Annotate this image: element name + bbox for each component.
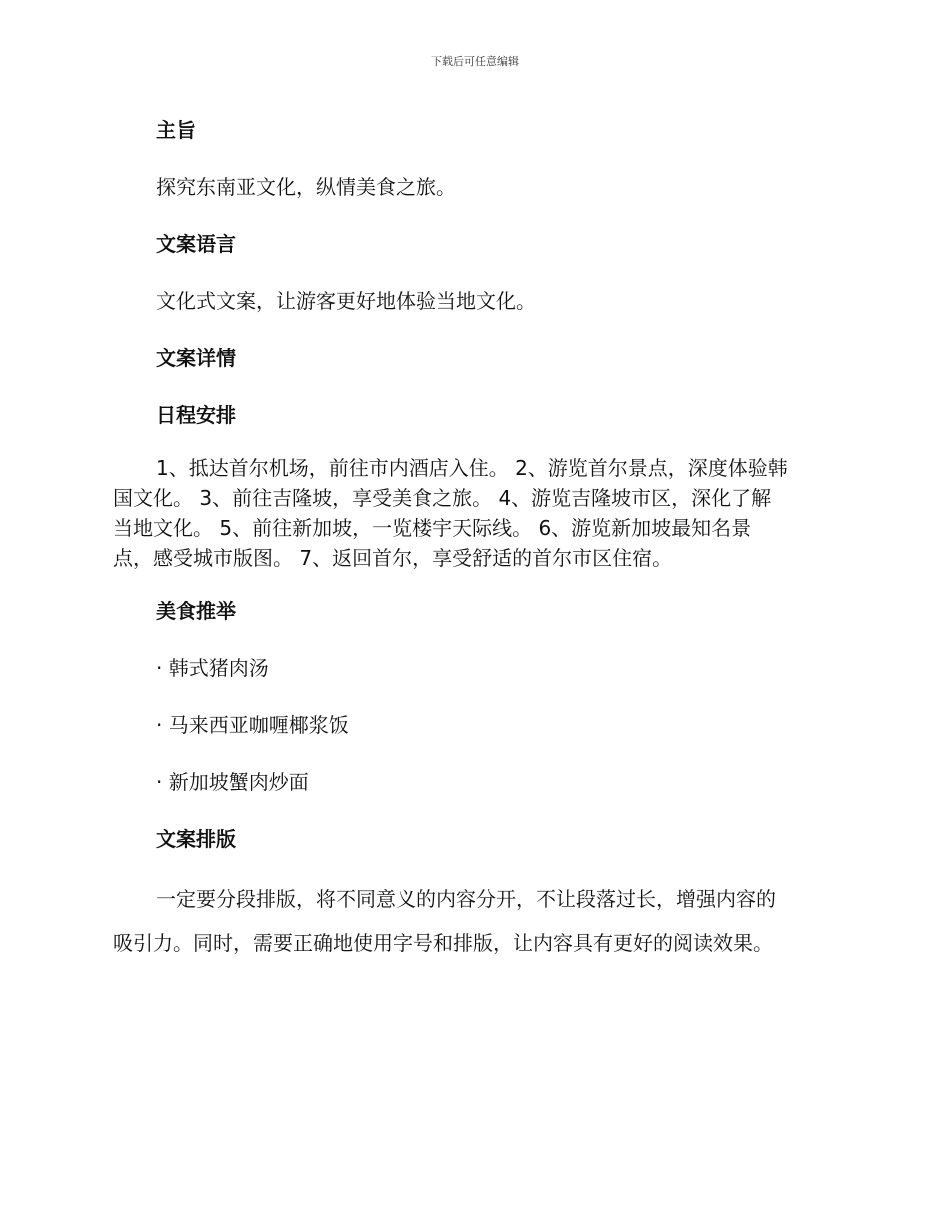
layout-line: 一定要分段排版，将不同意义的内容分开，不让段落过长，增强内容的	[156, 887, 776, 911]
schedule-line: 国文化。 3、前往吉隆坡，享受美食之旅。 4、游览吉隆坡市区，深化了解	[113, 486, 772, 510]
schedule-line: 1、抵达首尔机场，前往市内酒店入住。 2、游览首尔景点，深度体验韩	[156, 456, 788, 480]
layout-line: 吸引力。同时，需要正确地使用字号和排版，让内容具有更好的阅读效果。	[113, 931, 773, 955]
details-heading: 文案详情	[156, 346, 236, 370]
language-text: 文化式文案，让游客更好地体验当地文化。	[156, 289, 536, 313]
schedule-paragraph	[113, 453, 839, 573]
theme-heading: 主旨	[156, 118, 196, 142]
food-item: · 韩式猪肉汤	[156, 656, 269, 680]
food-heading: 美食推举	[156, 599, 236, 623]
layout-heading: 文案排版	[156, 827, 236, 851]
food-item: · 马来西亚咖喱椰浆饭	[156, 713, 349, 737]
schedule-line: 点，感受城市版图。 7、返回首尔，享受舒适的首尔市区住宿。	[113, 546, 673, 570]
page-header-note: 下载后可任意编辑	[431, 55, 519, 68]
theme-text: 探究东南亚文化，纵情美食之旅。	[156, 175, 456, 199]
language-heading: 文案语言	[156, 232, 236, 256]
schedule-line: 当地文化。 5、前往新加坡，一览楼宇天际线。 6、游览新加坡最知名景	[113, 516, 752, 540]
layout-paragraph	[113, 877, 839, 965]
food-item: · 新加坡蟹肉炒面	[156, 770, 309, 794]
schedule-heading: 日程安排	[156, 403, 236, 427]
document-body	[113, 114, 839, 965]
